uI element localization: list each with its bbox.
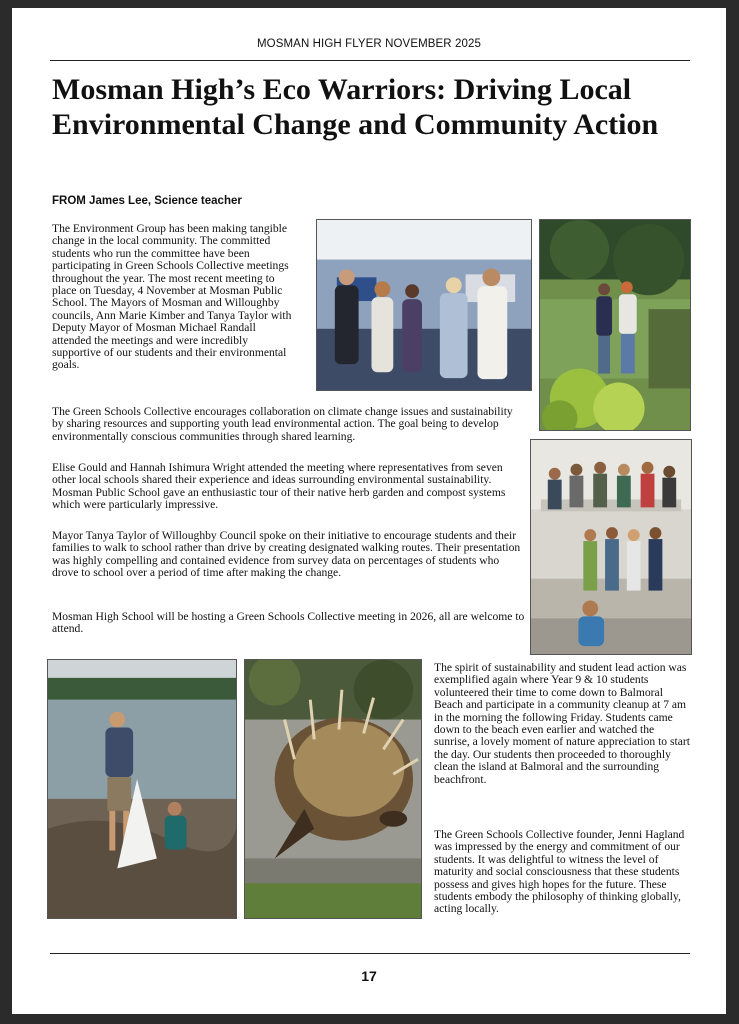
paragraph-walking: Mayor Tanya Taylor of Willoughby Council spoke on their initiative to encourage students and their families to walk to school rather than drive by creating designated walking routes. Their presentation was highly compelling and contained evidence from survey data on percentages of students who drove to school over a period of time after making the change. xyxy=(52,529,521,580)
photo-echidna xyxy=(244,659,422,919)
newsletter-page xyxy=(12,8,726,1014)
photo-students-stairs-image xyxy=(531,440,691,654)
paragraph-meeting: Elise Gould and Hannah Ishimura Wright attended the meeting where representatives from seven other local schools shared their experience and ideas surrounding environmental sustainability. Mosman Public School gave an enthusiastic tour of their native herb garden and compost systems which were particularly impressive. xyxy=(52,461,506,512)
paragraph-hosting: Mosman High School will be hosting a Green Schools Collective meeting in 2026, all are welcome to attend. xyxy=(52,610,525,636)
photo-beach-cleanup xyxy=(47,659,237,919)
photo-mayors-group-image xyxy=(317,220,531,390)
photo-beach-cleanup-image xyxy=(48,660,236,918)
article-title: Mosman High’s Eco Warriors: Driving Local Environmental Change and Community Action xyxy=(52,73,659,141)
photo-mayors-group xyxy=(316,219,532,391)
paragraph-intro: The Environment Group has been making tangible change in the local community. The committed students who run the committee have been participating in Green Schools Collective meetings throughout the year. The most recent meeting to place on Tuesday, 4 November at Mosman Public School. The Mayors of Mosman and Willoughby councils, Ann Marie Kimber and Tanya Taylor with Deputy Mayor of Mosman Michael Randall attended the meetings and were incredibly supportive of our students and their environmental goals. xyxy=(52,222,292,372)
photo-students-stairs xyxy=(530,439,692,655)
paragraph-collective: The Green Schools Collective encourages collaboration on climate change issues and sustainability by sharing resources and supporting youth lead environmental action. The goal being to develop environmentally conscious communities through shared learning. xyxy=(52,405,513,443)
paragraph-founder: The Green Schools Collective founder, Jenni Hagland was impressed by the energy and commitment of our students. It was delightful to witness the level of maturity and social consciousness that these students possess and gives high hopes for the future. These students embody the philosophy of thinking globally, acting locally. xyxy=(434,828,685,916)
paragraph-cleanup: The spirit of sustainability and student lead action was exemplified again where Year 9 & 10 students volunteered their time to come down to Balmoral Beach and participate in a community cleanup at 7 am in the morning the following Friday. Students came down to the beach even earlier and watched the sunrise, a lovely moment of nature appreciation to start the day. Our students then proceeded to thoroughly clean the island at Balmoral and the surrounding beachfront. xyxy=(434,661,690,786)
page-number: 17 xyxy=(361,968,377,984)
photo-garden-students-image xyxy=(540,220,690,430)
header-rule xyxy=(50,60,690,61)
footer-rule xyxy=(50,953,690,954)
running-header: MOSMAN HIGH FLYER NOVEMBER 2025 xyxy=(257,38,481,50)
photo-echidna-image xyxy=(245,660,421,918)
article-byline: FROM James Lee, Science teacher xyxy=(52,195,242,207)
photo-garden-students xyxy=(539,219,691,431)
